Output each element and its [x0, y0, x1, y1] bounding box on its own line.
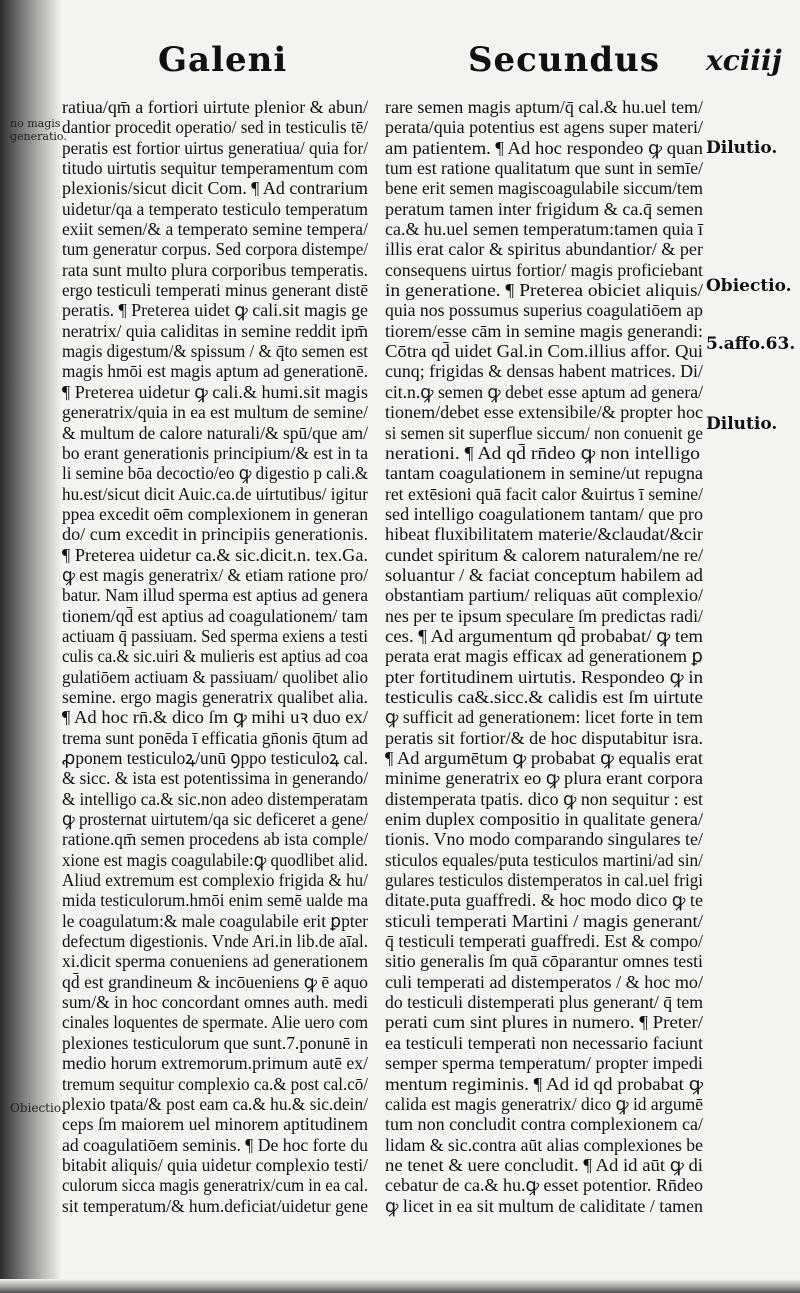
gutter-note-bottom: Obiectio.	[10, 1101, 65, 1115]
right-column-line: Cōtra qd̄ uidet Gal.in Com.illius affor. Qui	[385, 341, 703, 362]
gutter-note-top-2: generatio.	[10, 130, 67, 143]
right-column-line: tionem/debet esse extensibile/& propter hoc	[385, 402, 703, 423]
right-column-line: peratum tamen inter frigidum & ca.q̄ semen	[385, 198, 703, 219]
right-column-line: cunq; frigidas & densas habent matrices. Di/	[385, 361, 703, 382]
right-column-line: obstantiam partium/ reliquas aūt complexio/	[385, 585, 703, 606]
left-column-line: tremum sequitur complexio ca.& post cal.cō/	[62, 1073, 368, 1094]
margin-note-dilutio-2: Dilutio.	[706, 414, 778, 434]
right-column-line: testiculis ca&.sicc.& calidis est ſm uirtute	[385, 686, 703, 707]
right-column-line: tiorem/esse cām in semine magis generandi:	[385, 320, 703, 341]
right-column-line: rare semen magis aptum/q̄ cal.& hu.uel tem/	[385, 97, 703, 117]
gutter-shadow	[0, 0, 62, 1293]
left-column-line: ppea excedit oēm complexionem in generan	[62, 503, 368, 524]
right-column-line: am patientem. ¶ Ad hoc respondeo ꝙ quan	[385, 137, 703, 158]
left-column-line: culorum sicca magis generatrix/cum in ea cal.	[62, 1175, 368, 1196]
left-column-line: le coagulatum:& male coagulabile erit ꝑpter	[62, 910, 368, 931]
right-column-line: si semen sit superflue siccum/ non conuenit ge	[385, 422, 703, 443]
right-column-line: ꝙ licet in ea sit multum de caliditate / tamen	[385, 1195, 703, 1216]
left-column-line: ceps ſm maiorem uel minorem aptitudinem	[62, 1114, 368, 1135]
left-column-line: exiit semen/& a temperato semine tempera/	[62, 219, 368, 240]
left-column-line: rata sunt multo plura corporibus temperatis.	[62, 259, 368, 280]
right-column-line: tum est ratione qualitatum que sunt in semīe/	[385, 158, 703, 179]
right-column-line: perata/quia potentius est agens super materi/	[385, 117, 703, 138]
left-column-line: plexionis/sicut dicit Com. ¶ Ad contrarium	[62, 178, 368, 199]
left-column-line: batur. Nam illud sperma est aptius ad genera	[62, 585, 368, 606]
right-column-line: cit.n.ꝙ semen ꝙ debet esse aptum ad genera/	[385, 381, 703, 402]
right-column-line: gulares testiculos distemperatos in cal.uel frigi	[385, 870, 703, 891]
left-column-line: Aliud extremum est complexio frigida & hu/	[62, 870, 368, 891]
left-column-line: do/ cum excedit in principiis generationis.	[62, 524, 368, 545]
left-column-line: qd̄ est grandineum & incōueniens ꝙ ē aquo	[62, 971, 368, 992]
left-column-line: ergo testiculi temperati minus generant distē	[62, 280, 368, 301]
margin-note-obiectio: Obiectio.	[706, 276, 792, 296]
left-column-line: ꝙ est magis generatrix/ & etiam ratione pro/	[62, 564, 368, 585]
right-column-line: ces. ¶ Ad argumentum qd̄ probabat/ ꝙ tem	[385, 625, 703, 646]
right-column-line: do testiculi distemperati plus generant/ q̄ tem	[385, 992, 703, 1013]
right-column-line: tionis. Vno modo comparando singulares te/	[385, 829, 703, 850]
right-column-line: cebatur de ca.& hu.ꝙ esset potentior. Rn̄deo	[385, 1175, 703, 1196]
left-column-line: & intelligo ca.& sic.non adeo distemperatam	[62, 788, 368, 809]
left-column-line: defectum digestionis. Vnde Ari.in lib.de aīal.	[62, 931, 368, 952]
right-column-line: ea testiculi temperati non necessario faciunt	[385, 1032, 703, 1053]
right-column-line: sticuli temperati Martini / magis generant/	[385, 910, 703, 931]
left-column-line: medio horum extremorum.primum autē ex/	[62, 1053, 368, 1074]
margin-note-aphorism-ref: 5.affo.63.	[706, 334, 796, 354]
left-text-column	[62, 97, 368, 1216]
right-column-line: cundet spiritum & calorem naturalem/ne re/	[385, 544, 703, 565]
right-column-line: illis erat calor & spiritus abundantior/ & per	[385, 239, 703, 260]
folio-number: xciiij	[706, 44, 782, 77]
right-column-line: calida est magis generatrix/ dico ꝙ id argumē	[385, 1093, 703, 1114]
right-column-line: enim duplex compositio in qualitate genera/	[385, 809, 703, 830]
right-column-line: ret extēsioni quā facit calor &uirtus ī semine/	[385, 483, 703, 504]
right-column-line: perati cum sint plures in numero. ¶ Preter/	[385, 1012, 703, 1033]
right-column-line: ꝙ sufficit ad generationem: licet forte in tem	[385, 707, 703, 728]
left-column-line: semine. ergo magis generatrix qualibet alia.	[62, 686, 368, 707]
right-column-line: q̄ testiculi temperati guaffredi. Est & compo/	[385, 931, 703, 952]
running-head	[0, 28, 800, 88]
right-column-line: ¶ Ad argumētum ꝙ probabat ꝙ equalis erat	[385, 748, 703, 768]
right-column-line: quia nos possumus superius coagulatiōem ap	[385, 300, 703, 321]
right-column-line: in generatione. ¶ Preterea obiciet aliquis/	[385, 280, 703, 301]
left-column-line: ratiua/qm̄ a fortiori uirtute plenior & abun/	[62, 97, 368, 117]
left-column-line: plexiones testiculorum que sunt.7.ponunē in	[62, 1032, 368, 1053]
right-column-line: pter fortitudinem uirtutis. Respondeo ꝙ in	[385, 666, 703, 687]
left-column-line: li semine bōa decoctio/eo ꝙ digestio p cali.&	[62, 463, 368, 484]
right-column-line: nerationi. ¶ Ad qd̄ rn̄deo ꝙ non intelligo	[385, 442, 700, 463]
left-column-line: peratis. ¶ Preterea uidet ꝙ cali.sit magis ge	[62, 300, 368, 321]
left-column-line: uidetur/qa a temperato testiculo temperatum	[62, 198, 368, 219]
right-column-line: consequens uirtus fortior/ magis proficiebant	[385, 259, 703, 280]
left-column-line: neratrix/ quia caliditas in semine reddit ipm̄	[62, 320, 368, 341]
right-column-line: sitio generalis ſm quā cōparantur omnes testi	[385, 951, 703, 972]
left-column-line: tum generatur corpus. Sed corpora distempe/	[62, 239, 368, 260]
left-column-line: & multum de calore naturali/& spū/que am/	[62, 422, 368, 443]
right-column-line: bene erit semen magiscoagulabile siccum/tem	[385, 178, 703, 199]
left-column-line: ¶ Ad hoc rn̄.& dico ſm ꝙ mihi uꝛ duo ex/	[62, 707, 368, 728]
right-column-line: semper sperma temperatum/ propter impedi	[385, 1053, 703, 1074]
left-column-line: mida testiculorum.hmōi enim semē ualde ma	[62, 890, 368, 911]
left-column-line: sit temperatum/& hum.deficiat/uidetur gene	[62, 1195, 368, 1216]
left-column-line: plexio tpata/& post eam ca.& hu.& sic.dein/	[62, 1093, 368, 1114]
right-column-line: ne tenet & uere concludit. ¶ Ad id aūt ꝙ di	[385, 1154, 703, 1175]
right-column-line: sticulos equales/puta testiculos martini/ad sin/	[385, 849, 703, 870]
left-column-line: ¶ Preterea uidetur ꝙ cali.& humi.sit magis	[62, 381, 368, 402]
left-column-line: culis ca.& sic.uiri & mulieris est aptius ad coa	[62, 646, 368, 667]
right-column-line: sed intelligo coagulationem tantam/ que pro	[385, 503, 703, 524]
right-column-line: ca.& hu.uel semen temperatum:tamen quia ī	[385, 219, 703, 240]
right-column-line: nes per te ipsum speculare ſm predictas radi/	[385, 605, 703, 626]
right-text-column	[385, 97, 705, 1216]
right-column-line: tantam coagulationem in semine/ut repugna	[385, 463, 703, 484]
right-column-line: hibeat fluxibilitatem materie/&claudat/&cir	[385, 524, 703, 545]
right-column-line: lidam & sic.contra aūt alias complexiones be	[385, 1134, 703, 1155]
left-column-line: ꝙ prosternat uirtutem/qa sic deficeret a gene/	[62, 809, 368, 830]
left-column-line: xi.dicit sperma conueniens ad generationem	[62, 951, 368, 972]
left-column-line: magis hmōi est magis aptum ad generationē.	[62, 361, 368, 382]
left-column-line: gulatiōem actiuam & passiuam/ quolibet alio	[62, 666, 368, 687]
running-head-center: Secundus	[468, 40, 660, 80]
left-column-line: generatrix/quia in ea est multum de semine/	[62, 402, 368, 423]
left-column-line: cinales loquentes de spermate. Alie uero com	[62, 1012, 368, 1033]
right-column-line: minime generatrix eo ꝙ plura erant corpora	[385, 768, 703, 789]
gutter-note-top-1: no magis	[10, 117, 61, 130]
right-column-line: peratis sit fortior/& de hoc disputabitur isra.	[385, 727, 703, 748]
left-column-line: bitabit aliquis/ quia uidetur complexio testi/	[62, 1154, 368, 1175]
right-column-line: culi temperati ad distemperatos / & hoc mo/	[385, 971, 703, 992]
left-column-line: xione est magis coagulabile:ꝙ quodlibet alid.	[62, 849, 368, 870]
left-column-line: ꝓponem testiculoꝝ/unū ꝯppo testiculoꝝ cal.	[62, 748, 368, 768]
right-column-line: distemperata tpatis. dico ꝙ non sequitur : est	[385, 788, 703, 809]
right-column-line: perata erat magis efficax ad generationem ꝑ	[385, 646, 703, 667]
running-head-left: Galeni	[158, 40, 288, 80]
left-column-line: magis digestum/& spissum / & q̄to semen est	[62, 341, 368, 362]
left-column-line: hu.est/sicut dicit Auic.ca.de uirtutibus/ igitur	[62, 483, 368, 504]
left-column-line: tionem/qd̄ est aptius ad coagulationem/ tam	[62, 605, 368, 626]
left-column-line: peratis est fortior uirtus generatiua/ quia for/	[62, 137, 368, 158]
left-column-line: bo erant generationis principium/& est in ta	[62, 442, 368, 463]
left-column-line: ratione.qm̄ semen procedens ab ista comple/	[62, 829, 368, 850]
margin-note-dilutio-1: Dilutio.	[706, 138, 778, 158]
left-column-line: sum/& in hoc concordant omnes auth. medi	[62, 992, 368, 1013]
left-column-line: ¶ Preterea uidetur ca.& sic.dicit.n. tex.Ga.	[62, 544, 369, 565]
left-column-line: dantior procedit operatio/ sed in testiculis tē/	[62, 117, 368, 138]
left-column-line: actiuam q̄ passiuam. Sed sperma exiens a testi	[62, 625, 368, 646]
bottom-edge-shadow	[0, 1279, 800, 1293]
left-column-line: & sicc. & ista est potentissima in generando/	[62, 768, 368, 789]
right-column-line: mentum regiminis. ¶ Ad id qd probabat ꝙ	[385, 1073, 703, 1094]
left-column-line: ad coagulatiōem seminis. ¶ De hoc forte du	[62, 1134, 368, 1155]
left-column-line: trema sunt ponēda ī efficatia gn̄onis q̄tum ad	[62, 727, 368, 748]
left-column-line: titudo uirtutis sequitur temperamentum com	[62, 158, 368, 179]
right-column-line: ditate.puta guaffredi. & hoc modo dico ꝙ te	[385, 890, 703, 911]
right-column-line: tum non concludit contra complexionem ca/	[385, 1114, 703, 1135]
right-column-line: soluantur / & faciat conceptum habilem ad	[385, 564, 703, 585]
